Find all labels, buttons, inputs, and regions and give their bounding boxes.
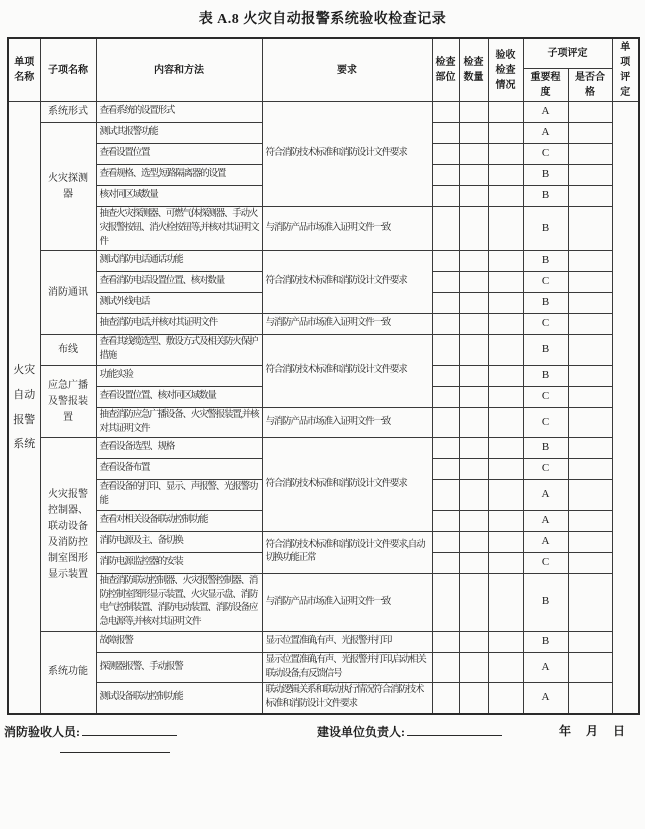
qualified-cell: [568, 365, 612, 386]
subitem-name-cell: 火灾探测器: [40, 123, 96, 251]
check-location-cell: [432, 144, 459, 165]
content-method-cell: 测试消防电话通话功能: [96, 251, 262, 272]
content-method-cell: 查看设备选型、规格: [96, 438, 262, 459]
acceptance-status-cell: [488, 531, 523, 552]
item-name-cell: 火灾自动报警系统: [8, 102, 40, 715]
builder-label: 建设单位负责人:: [317, 725, 405, 740]
content-method-cell: 功能实验: [96, 365, 262, 386]
table-row: [8, 335, 639, 366]
acceptance-status-cell: [488, 186, 523, 207]
check-location-cell: [432, 438, 459, 459]
check-location-cell: [432, 683, 459, 714]
qualified-cell: [568, 407, 612, 438]
subitem-name-cell: 系统形式: [40, 102, 96, 123]
content-method-cell: 故障报警: [96, 631, 262, 652]
acceptance-status-cell: [488, 251, 523, 272]
subitem-name-cell: 应急广播及警报装置: [40, 365, 96, 438]
requirement-cell: 与消防产品市场准入证明文件一致: [262, 207, 432, 251]
qualified-cell: [568, 123, 612, 144]
table-row: [8, 652, 639, 683]
table-row: [8, 207, 639, 251]
acceptance-status-cell: [488, 652, 523, 683]
qualified-cell: [568, 438, 612, 459]
check-quantity-cell: [459, 293, 488, 314]
subitem-name-cell: 火灾报警控制器、联动设备及消防控制室图形显示装置: [40, 438, 96, 632]
acceptance-status-cell: [488, 207, 523, 251]
table-row: [8, 438, 639, 459]
builder-field: [317, 722, 502, 740]
requirement-cell: 符合消防技术标准和消防设计文件要求: [262, 102, 432, 207]
table-title: 表 A.8 火灾自动报警系统验收检查记录: [198, 12, 447, 27]
qualified-cell: [568, 102, 612, 123]
content-method-cell: 查看规格、选型,短路隔离器的设置: [96, 165, 262, 186]
check-quantity-cell: [459, 314, 488, 335]
requirement-cell: 符合消防技术标准和消防设计文件要求: [262, 438, 432, 532]
importance-grade-cell: B: [523, 251, 568, 272]
importance-grade-cell: C: [523, 407, 568, 438]
importance-grade-cell: B: [523, 207, 568, 251]
date-field: 年 月 日: [558, 724, 631, 739]
check-location-cell: [432, 102, 459, 123]
content-method-cell: 查看其线缆选型、敷设方式及相关防火保护措施: [96, 335, 262, 366]
content-method-cell: 查看对相关设备联动控制功能: [96, 510, 262, 531]
check-quantity-cell: [459, 272, 488, 293]
acceptance-status-cell: [488, 631, 523, 652]
check-quantity-cell: [459, 123, 488, 144]
acceptance-status-cell: [488, 165, 523, 186]
qualified-cell: [568, 631, 612, 652]
acceptance-status-cell: [488, 144, 523, 165]
check-location-cell: [432, 573, 459, 631]
inspector-label: 消防验收人员:: [4, 725, 80, 740]
requirement-cell: 符合消防技术标准和消防设计文件要求,自动切换功能正常: [262, 531, 432, 573]
qualified-cell: [568, 335, 612, 366]
importance-grade-cell: C: [523, 552, 568, 573]
item-evaluation-cell: [612, 102, 639, 715]
check-quantity-cell: [459, 652, 488, 683]
acceptance-status-cell: [488, 335, 523, 366]
content-method-cell: 抽查消防应急广播设备、火灾警报装置,并核对其证明文件: [96, 407, 262, 438]
requirement-cell: 与消防产品市场准入证明文件一致: [262, 573, 432, 631]
qualified-cell: [568, 251, 612, 272]
check-quantity-cell: [459, 552, 488, 573]
table-row: [8, 407, 639, 438]
importance-grade-cell: B: [523, 438, 568, 459]
qualified-cell: [568, 552, 612, 573]
col-header-item-evaluation: 单项评定: [612, 38, 639, 102]
table-row: [8, 531, 639, 552]
check-location-cell: [432, 386, 459, 407]
check-quantity-cell: [459, 683, 488, 714]
importance-grade-cell: B: [523, 335, 568, 366]
content-method-cell: 查看设备的打印、显示、声报警、光报警功能: [96, 480, 262, 511]
requirement-cell: 与消防产品市场准入证明文件一致: [262, 407, 432, 438]
check-location-cell: [432, 531, 459, 552]
content-method-cell: 查看设置位置、核对同区域数量: [96, 386, 262, 407]
check-quantity-cell: [459, 365, 488, 386]
check-location-cell: [432, 272, 459, 293]
acceptance-status-cell: [488, 123, 523, 144]
qualified-cell: [568, 314, 612, 335]
check-location-cell: [432, 293, 459, 314]
check-quantity-cell: [459, 251, 488, 272]
col-header-acceptance-status: 验收检查情况: [488, 38, 523, 102]
acceptance-status-cell: [488, 386, 523, 407]
col-header-subitem-name: 子项名称: [40, 38, 96, 102]
acceptance-status-cell: [488, 459, 523, 480]
importance-grade-cell: B: [523, 186, 568, 207]
content-method-cell: 探测器报警、手动报警: [96, 652, 262, 683]
qualified-cell: [568, 207, 612, 251]
col-header-requirement: 要求: [262, 38, 432, 102]
builder-signature-line: [407, 722, 502, 736]
content-method-cell: 消防电源监控器的安装: [96, 552, 262, 573]
check-quantity-cell: [459, 207, 488, 251]
extra-signature-line: [60, 740, 170, 753]
table-header: [8, 38, 639, 102]
qualified-cell: [568, 272, 612, 293]
check-quantity-cell: [459, 631, 488, 652]
check-quantity-cell: [459, 102, 488, 123]
requirement-cell: 显示位置准确,有声、光报警并打印,启动相关联动设备,有反馈信号: [262, 652, 432, 683]
check-location-cell: [432, 407, 459, 438]
inspector-signature-line: [82, 722, 177, 736]
content-method-cell: 测试设备联动控制功能: [96, 683, 262, 714]
content-method-cell: 查看消防电话设置位置、核对数量: [96, 272, 262, 293]
importance-grade-cell: C: [523, 314, 568, 335]
content-method-cell: 查看设置位置: [96, 144, 262, 165]
check-quantity-cell: [459, 510, 488, 531]
check-location-cell: [432, 207, 459, 251]
subitem-name-cell: 系统功能: [40, 631, 96, 714]
content-method-cell: 查看设备布置: [96, 459, 262, 480]
subitem-name-cell: 布线: [40, 335, 96, 366]
acceptance-status-cell: [488, 683, 523, 714]
importance-grade-cell: C: [523, 272, 568, 293]
content-method-cell: 查看系统的设置形式: [96, 102, 262, 123]
content-method-cell: 消防电源及主、备切换: [96, 531, 262, 552]
qualified-cell: [568, 683, 612, 714]
col-header-importance: 重要程度: [523, 68, 568, 101]
table-body: [8, 102, 639, 715]
qualified-cell: [568, 510, 612, 531]
check-quantity-cell: [459, 386, 488, 407]
importance-grade-cell: A: [523, 683, 568, 714]
importance-grade-cell: A: [523, 480, 568, 511]
qualified-cell: [568, 459, 612, 480]
check-location-cell: [432, 631, 459, 652]
requirement-cell: 符合消防技术标准和消防设计文件要求: [262, 335, 432, 408]
check-location-cell: [432, 365, 459, 386]
qualified-cell: [568, 293, 612, 314]
qualified-cell: [568, 165, 612, 186]
check-quantity-cell: [459, 335, 488, 366]
requirement-cell: 联动逻辑关系和联动执行情况符合消防技术标准和消防设计文件要求: [262, 683, 432, 714]
qualified-cell: [568, 480, 612, 511]
check-quantity-cell: [459, 144, 488, 165]
col-header-check-quantity: 检查数量: [459, 38, 488, 102]
col-header-check-location: 检查部位: [432, 38, 459, 102]
check-quantity-cell: [459, 573, 488, 631]
acceptance-status-cell: [488, 552, 523, 573]
check-location-cell: [432, 251, 459, 272]
check-quantity-cell: [459, 480, 488, 511]
table-row: [8, 631, 639, 652]
acceptance-record-table: [7, 37, 640, 715]
acceptance-status-cell: [488, 480, 523, 511]
table-row: [8, 102, 639, 123]
check-quantity-cell: [459, 186, 488, 207]
acceptance-status-cell: [488, 314, 523, 335]
importance-grade-cell: B: [523, 573, 568, 631]
check-location-cell: [432, 186, 459, 207]
table-row: [8, 573, 639, 631]
qualified-cell: [568, 186, 612, 207]
table-row: [8, 314, 639, 335]
qualified-cell: [568, 573, 612, 631]
content-method-cell: 测试其报警功能: [96, 123, 262, 144]
acceptance-status-cell: [488, 272, 523, 293]
content-method-cell: 抽查消防联动控制器、火灾报警控制器、消防控制室图形显示装置、火灾显示盘、消防电气控制装置、消防电动装置、消防设备应急电源等,并核对其证明文件: [96, 573, 262, 631]
acceptance-status-cell: [488, 438, 523, 459]
acceptance-status-cell: [488, 407, 523, 438]
check-quantity-cell: [459, 531, 488, 552]
acceptance-status-cell: [488, 365, 523, 386]
acceptance-status-cell: [488, 510, 523, 531]
check-location-cell: [432, 552, 459, 573]
qualified-cell: [568, 652, 612, 683]
check-quantity-cell: [459, 407, 488, 438]
importance-grade-cell: A: [523, 102, 568, 123]
importance-grade-cell: C: [523, 459, 568, 480]
col-header-content-method: 内容和方法: [96, 38, 262, 102]
importance-grade-cell: B: [523, 293, 568, 314]
check-location-cell: [432, 123, 459, 144]
content-method-cell: 抽查火灾探测器、可燃气体探测器、手动火灾报警按钮、消火栓按钮等,并核对其证明文件: [96, 207, 262, 251]
acceptance-status-cell: [488, 293, 523, 314]
requirement-cell: 与消防产品市场准入证明文件一致: [262, 314, 432, 335]
inspector-field: [4, 722, 177, 740]
importance-grade-cell: B: [523, 631, 568, 652]
qualified-cell: [568, 144, 612, 165]
content-method-cell: 测试外线电话: [96, 293, 262, 314]
col-header-item-name: 单项名称: [8, 38, 40, 102]
check-quantity-cell: [459, 459, 488, 480]
importance-grade-cell: B: [523, 165, 568, 186]
importance-grade-cell: A: [523, 510, 568, 531]
requirement-cell: 符合消防技术标准和消防设计文件要求: [262, 251, 432, 314]
importance-grade-cell: A: [523, 652, 568, 683]
check-quantity-cell: [459, 165, 488, 186]
check-location-cell: [432, 459, 459, 480]
col-header-qualified: 是否合格: [568, 68, 612, 101]
content-method-cell: 核对同区域数量: [96, 186, 262, 207]
check-location-cell: [432, 335, 459, 366]
table-row: [8, 251, 639, 272]
content-method-cell: 抽查消防电话,并核对其证明文件: [96, 314, 262, 335]
importance-grade-cell: C: [523, 144, 568, 165]
subitem-name-cell: 消防通讯: [40, 251, 96, 335]
col-header-subitem-evaluation: 子项评定: [523, 38, 612, 68]
importance-grade-cell: C: [523, 386, 568, 407]
check-quantity-cell: [459, 438, 488, 459]
check-location-cell: [432, 165, 459, 186]
qualified-cell: [568, 386, 612, 407]
acceptance-status-cell: [488, 102, 523, 123]
importance-grade-cell: B: [523, 365, 568, 386]
importance-grade-cell: A: [523, 531, 568, 552]
check-location-cell: [432, 652, 459, 683]
requirement-cell: 显示位置准确,有声、光报警并打印: [262, 631, 432, 652]
form-footer: [4, 722, 635, 740]
table-row: [8, 683, 639, 714]
importance-grade-cell: A: [523, 123, 568, 144]
check-location-cell: [432, 314, 459, 335]
check-location-cell: [432, 510, 459, 531]
qualified-cell: [568, 531, 612, 552]
acceptance-status-cell: [488, 573, 523, 631]
check-location-cell: [432, 480, 459, 511]
